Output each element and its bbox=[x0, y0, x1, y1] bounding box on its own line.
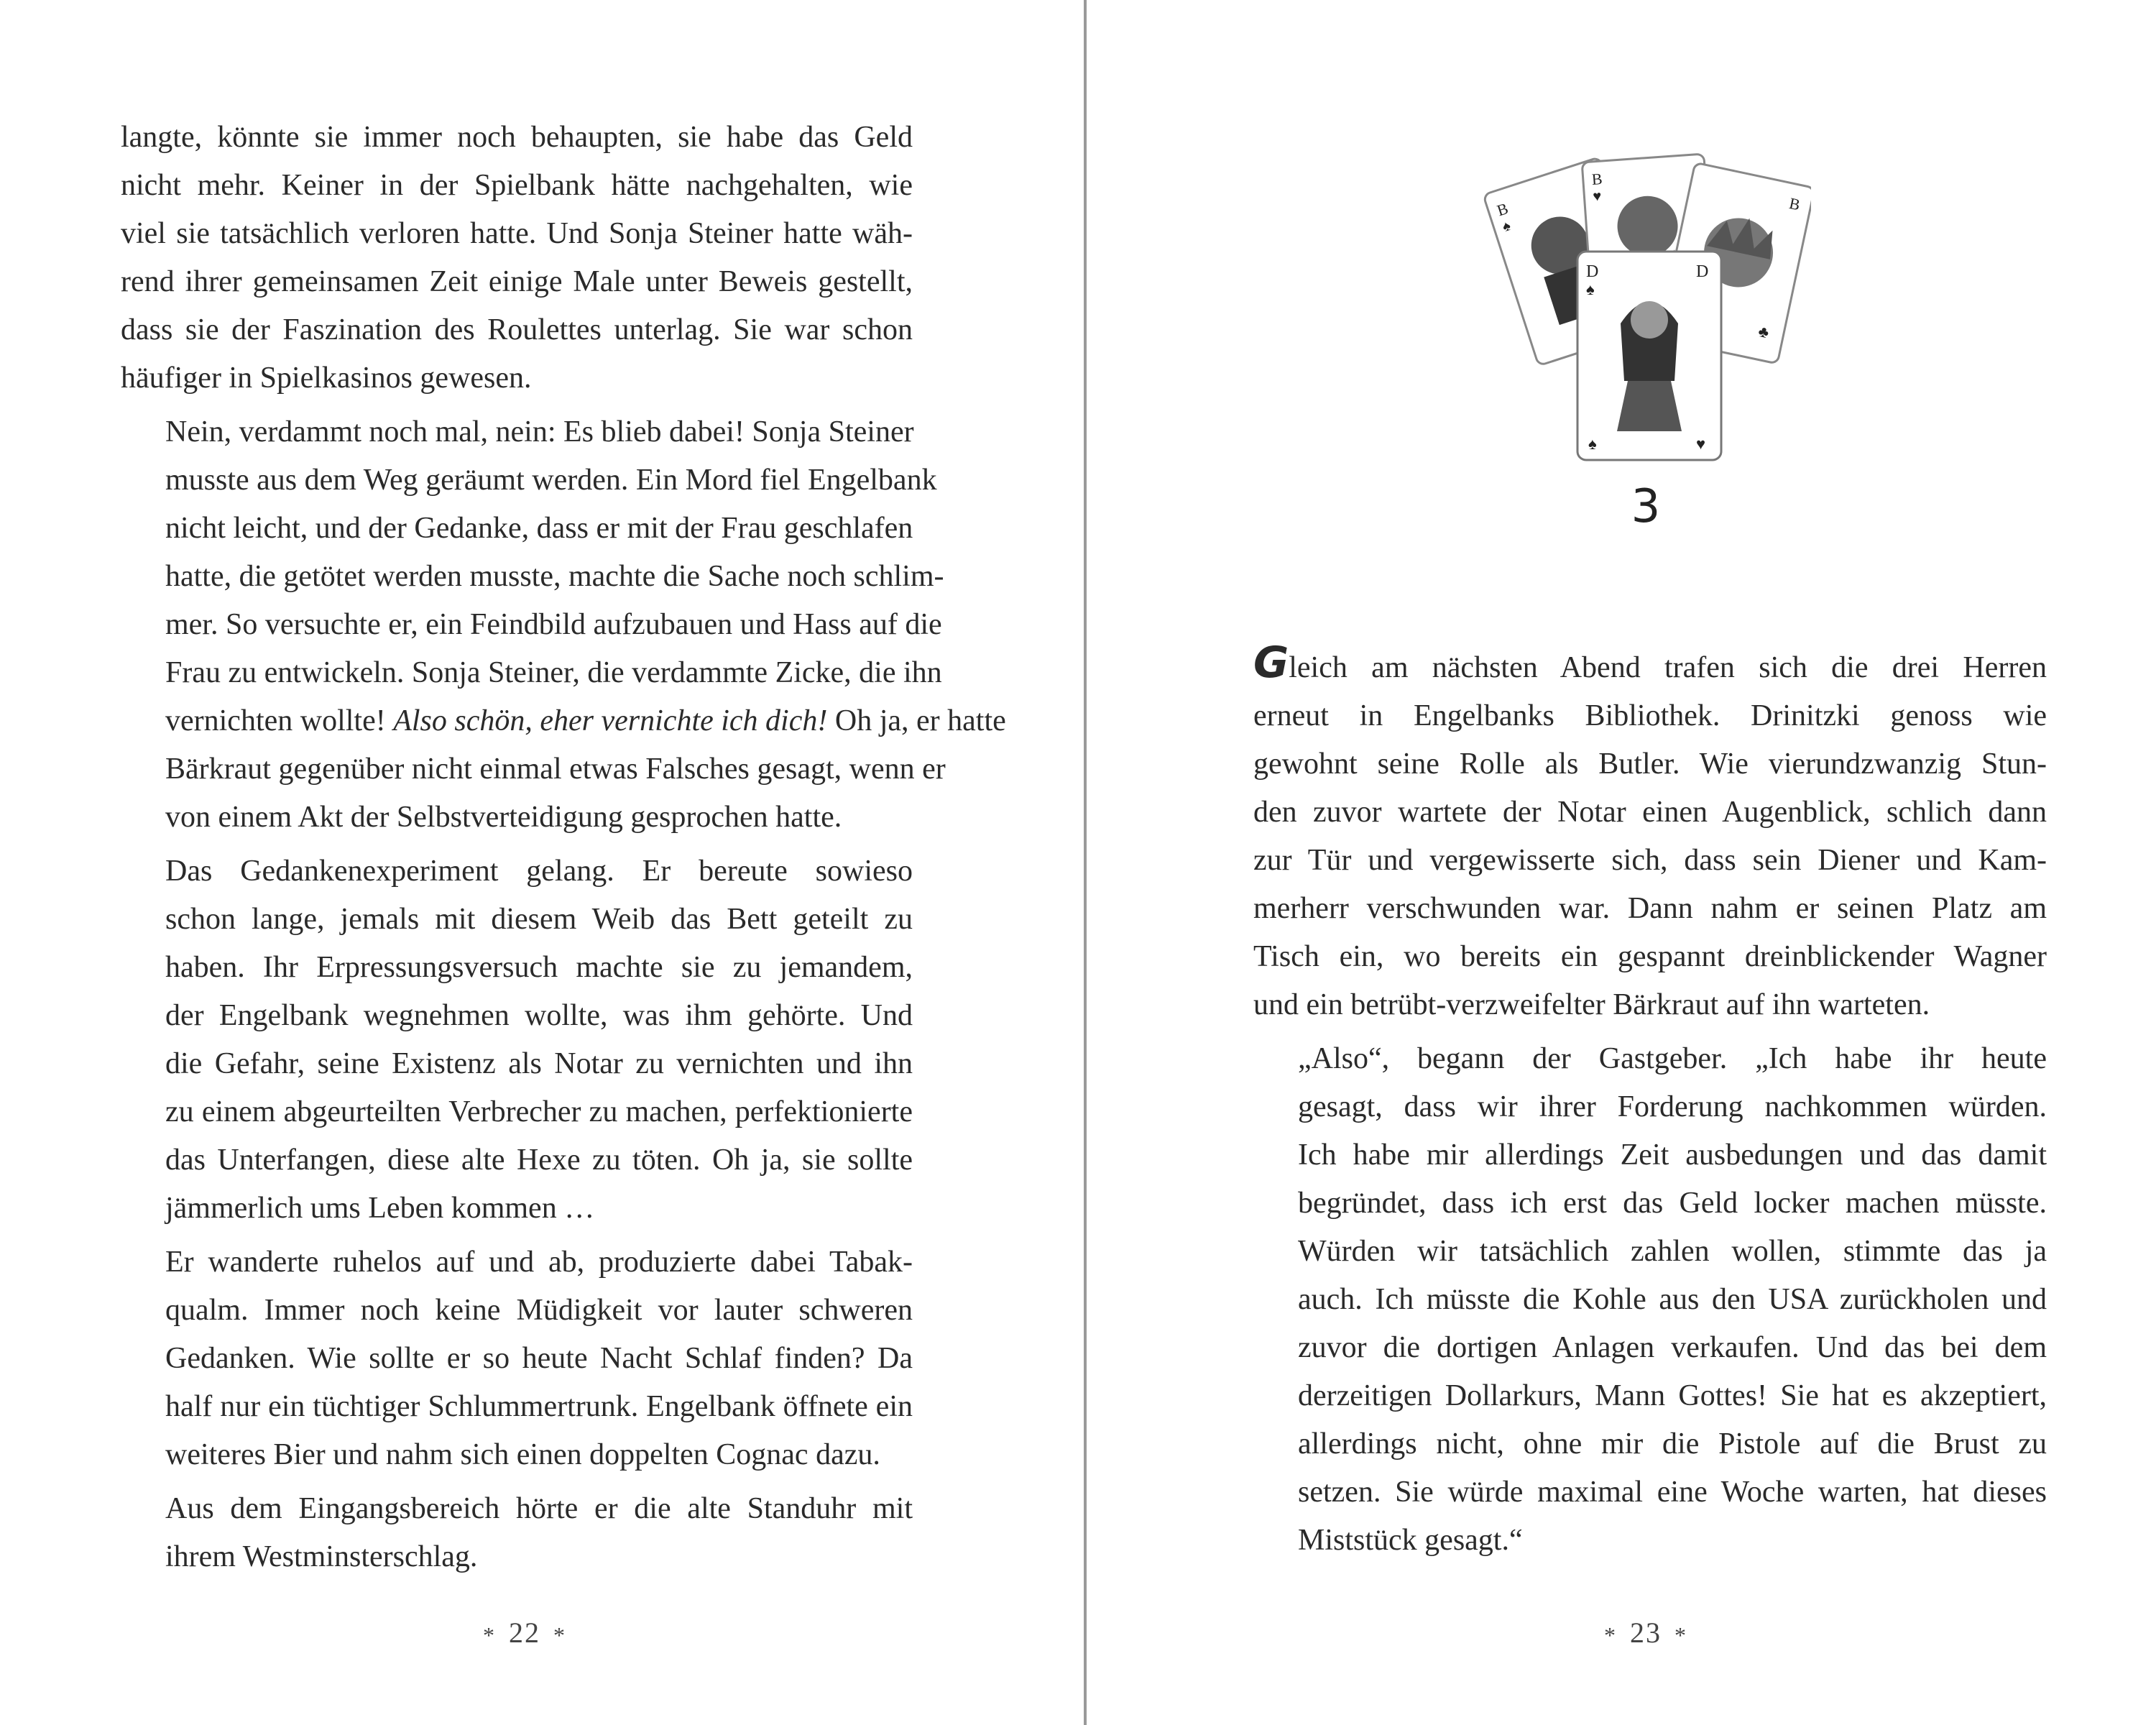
text-run: leich am nächsten Abend trafen sich die drei Herren bbox=[1289, 651, 2047, 684]
text-line: zur Tür und vergewisserte sich, dass sein Diener und Kam- bbox=[1253, 844, 2047, 877]
text-line-with-italic bbox=[121, 697, 1006, 745]
text-line-with-drop-cap bbox=[1253, 638, 2047, 692]
text-line: Würden wir tatsächlich zahlen wollen, stimmte das ja bbox=[1298, 1235, 2047, 1268]
drop-cap: G bbox=[1253, 638, 1289, 688]
right-page-body bbox=[1253, 638, 2047, 1570]
text-line: Bärkraut gegenüber nicht einmal etwas Falsches gesagt, wenn er bbox=[165, 753, 946, 786]
text-line: begründet, dass ich erst das Geld locker machen müsste. bbox=[1298, 1187, 2047, 1220]
text-line: allerdings nicht, ohne mir die Pistole auf die Brust zu bbox=[1298, 1427, 2047, 1460]
text-line: rend ihrer gemeinsamen Zeit einige Male unter Beweis gestellt, bbox=[121, 265, 913, 298]
text-line: Tisch ein, wo bereits ein gespannt dreinblickender Wagner bbox=[1253, 940, 2047, 973]
star-ornament-icon: * bbox=[1674, 1622, 1687, 1649]
text-line: Aus dem Eingangsbereich hörte er die alte Standuhr mit bbox=[165, 1492, 913, 1525]
svg-text:♠: ♠ bbox=[1500, 218, 1513, 236]
text-line: musste aus dem Weg geräumt werden. Ein Mord fiel Engelbank bbox=[165, 464, 937, 497]
paragraph-1 bbox=[121, 114, 913, 402]
card-queen-front-icon bbox=[1577, 252, 1721, 460]
svg-text:D: D bbox=[1696, 262, 1709, 281]
page-number-left bbox=[453, 1616, 596, 1650]
svg-text:♥: ♥ bbox=[1592, 188, 1603, 205]
page-number-right bbox=[1574, 1616, 1718, 1650]
text-line: und ein betrübt-verzweifelter Bärkraut auf ihn warteten. bbox=[1253, 988, 1930, 1021]
text-line: nicht leicht, und der Gedanke, dass er mit der Frau geschlafen bbox=[165, 512, 913, 545]
page-number-value: 23 bbox=[1630, 1616, 1662, 1649]
text-line: half nur ein tüchtiger Schlummertrunk. Engelbank öffnete ein bbox=[165, 1390, 913, 1423]
paragraph-1 bbox=[1253, 638, 2047, 1029]
page-number-value: 22 bbox=[509, 1616, 540, 1649]
text-line: mer. So versuchte er, ein Feindbild aufzubauen und Hass auf die bbox=[165, 608, 942, 641]
text-line: jämmerlich ums Leben kommen … bbox=[165, 1192, 595, 1225]
text-line: dass sie der Faszination des Roulettes unterlag. Sie war schon bbox=[121, 313, 913, 346]
text-line: die Gefahr, seine Existenz als Notar zu vernichten und ihn bbox=[165, 1047, 913, 1080]
chapter-number: 3 bbox=[1631, 480, 1661, 533]
text-line: häufiger in Spielkasinos gewesen. bbox=[121, 362, 532, 395]
text-line: haben. Ihr Erpressungsversuch machte sie zu jemandem, bbox=[165, 951, 913, 984]
svg-text:♠: ♠ bbox=[1588, 435, 1597, 453]
svg-text:♥: ♥ bbox=[1696, 435, 1706, 453]
text-line: von einem Akt der Selbstverteidigung gesprochen hatte. bbox=[165, 801, 842, 834]
text-line: zuvor die dortigen Anlagen verkaufen. Und das bei dem bbox=[1298, 1331, 2047, 1364]
text-line: „Also“, begann der Gastgeber. „Ich habe ihr heute bbox=[1298, 1042, 2047, 1075]
text-line: viel sie tatsächlich verloren hatte. Und Sonja Steiner hatte wäh- bbox=[121, 217, 913, 250]
text-run: vernichten wollte! bbox=[165, 704, 394, 737]
text-line: setzen. Sie würde maximal eine Woche warten, hat dieses bbox=[1298, 1476, 2047, 1509]
text-line: den zuvor wartete der Notar einen Augenblick, schlich dann bbox=[1253, 796, 2047, 829]
text-line: schon lange, jemals mit diesem Weib das Bett geteilt zu bbox=[165, 903, 913, 936]
text-line: nicht mehr. Keiner in der Spielbank hätte nachgehalten, wie bbox=[121, 169, 913, 202]
text-line: Nein, verdammt noch mal, nein: Es blieb dabei! Sonja Steiner bbox=[165, 415, 914, 448]
text-line: auch. Ich müsste die Kohle aus den USA zurückholen und bbox=[1298, 1283, 2047, 1316]
text-line: Frau zu entwickeln. Sonja Steiner, die verdammte Zicke, die ihn bbox=[165, 656, 942, 689]
star-ornament-icon: * bbox=[483, 1622, 496, 1649]
text-run: Oh ja, er hatte bbox=[827, 704, 1006, 737]
paragraph-4 bbox=[121, 1238, 913, 1479]
text-line: hatte, die getötet werden musste, machte die Sache noch schlim- bbox=[165, 560, 944, 593]
paragraph-5 bbox=[121, 1485, 913, 1581]
card-rank-label: D bbox=[1586, 262, 1599, 281]
text-line: Ich habe mir allerdings Zeit ausbedungen und das damit bbox=[1298, 1138, 2047, 1172]
text-line: das Unterfangen, diese alte Hexe zu töten. Oh ja, sie sollte bbox=[165, 1144, 913, 1177]
text-line: zu einem abgeurteilten Verbrecher zu machen, perfektionierte bbox=[165, 1095, 913, 1128]
text-line: ihrem Westminsterschlag. bbox=[165, 1540, 478, 1573]
text-line: gesagt, dass wir ihrer Forderung nachkommen würden. bbox=[1298, 1090, 2047, 1123]
text-line: Miststück gesagt.“ bbox=[1298, 1524, 1523, 1557]
star-ornament-icon: * bbox=[1604, 1622, 1617, 1649]
italic-thought: Also schön, eher vernichte ich dich! bbox=[393, 704, 828, 737]
text-line: weiteres Bier und nahm sich einen doppelten Cognac dazu. bbox=[165, 1438, 880, 1471]
svg-text:♠: ♠ bbox=[1586, 280, 1595, 298]
playing-cards-illustration bbox=[1480, 144, 1811, 474]
text-line: derzeitigen Dollarkurs, Mann Gottes! Sie hat es akzeptiert, bbox=[1298, 1379, 2047, 1412]
text-line: merherr verschwunden war. Dann nahm er seinen Platz am bbox=[1253, 892, 2047, 925]
paragraph-2 bbox=[1253, 1035, 2047, 1565]
text-line: der Engelbank wegnehmen wollte, was ihm gehörte. Und bbox=[165, 999, 913, 1032]
paragraph-2 bbox=[121, 408, 1006, 842]
text-line: qualm. Immer noch keine Müdigkeit vor lauter schweren bbox=[165, 1294, 913, 1327]
star-ornament-icon: * bbox=[553, 1622, 566, 1649]
left-page-body bbox=[121, 114, 1006, 1587]
paragraph-3 bbox=[121, 847, 913, 1233]
text-line: erneut in Engelbanks Bibliothek. Drinitzki genoss wie bbox=[1253, 699, 2047, 732]
text-line: Das Gedankenexperiment gelang. Er bereute sowieso bbox=[165, 855, 913, 888]
card-rank-label: B bbox=[1590, 170, 1603, 188]
svg-text:♣: ♣ bbox=[1756, 321, 1771, 342]
text-line: Gedanken. Wie sollte er so heute Nacht Schlaf finden? Da bbox=[165, 1342, 913, 1375]
card-rank-label: B bbox=[1787, 193, 1802, 214]
text-line: Er wanderte ruhelos auf und ab, produzierte dabei Tabak- bbox=[165, 1246, 913, 1279]
card-rank-label: B bbox=[1494, 199, 1511, 220]
text-line: gewohnt seine Rolle als Butler. Wie vierundzwanzig Stun- bbox=[1253, 748, 2047, 781]
text-line: langte, könnte sie immer noch behaupten, sie habe das Geld bbox=[121, 121, 913, 154]
